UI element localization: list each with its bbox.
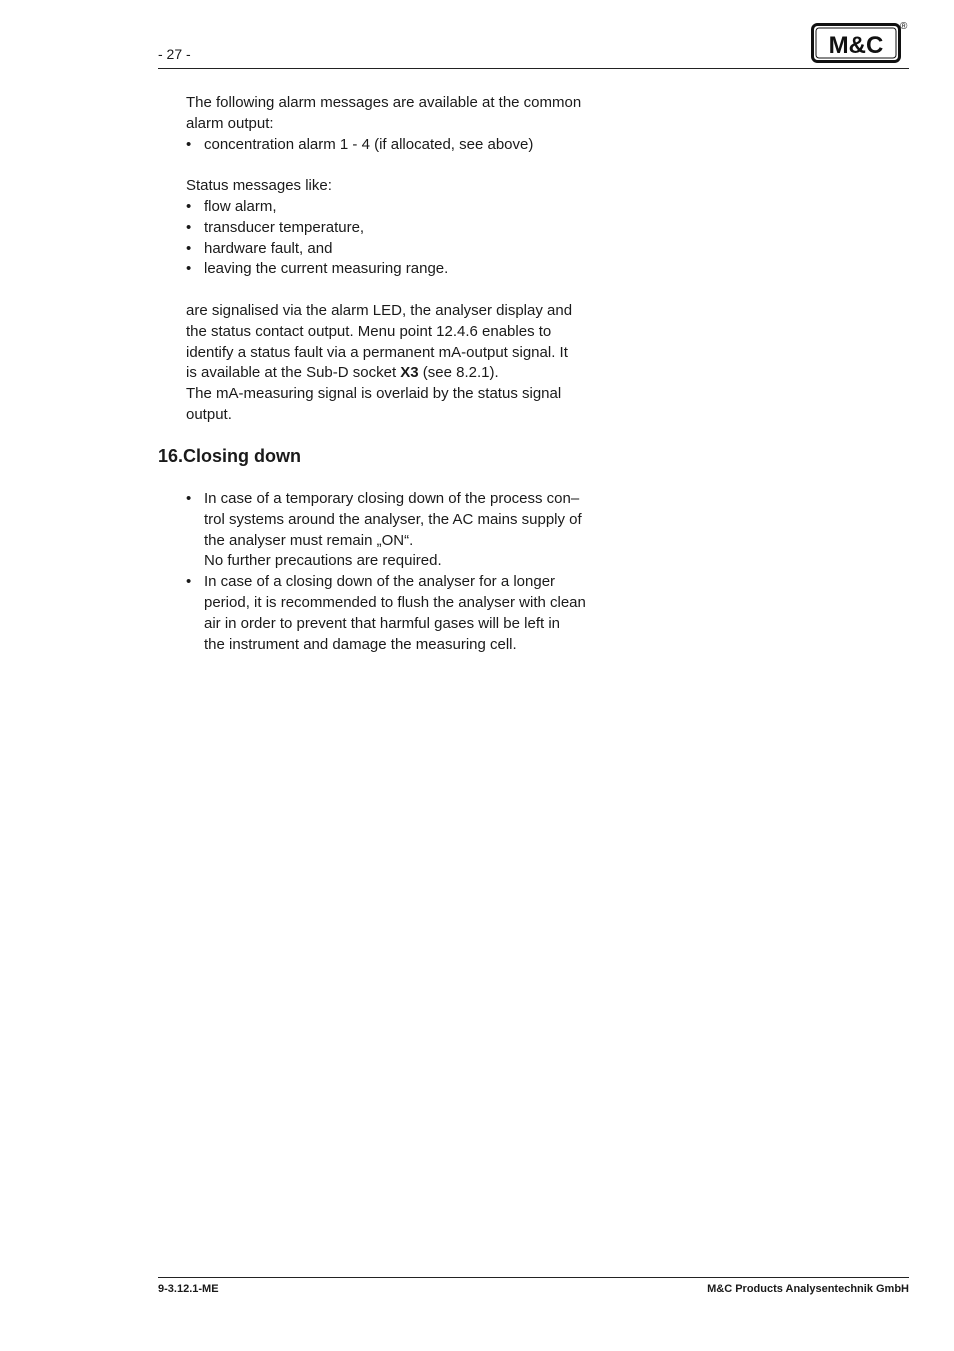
closing-line: • In case of a temporary closing down of the process con– [204, 490, 580, 507]
closing-list-item [186, 572, 626, 655]
status-list-item: • transducer temperature, [186, 218, 626, 239]
status-list-item: • hardware fault, and [186, 239, 626, 260]
status-paragraph-line: output. [186, 405, 232, 423]
status-list-item: • flow alarm, [186, 197, 626, 218]
document-code: 9-3.12.1-ME [158, 1283, 219, 1295]
company-name: M&C Products Analysentechnik GmbH [707, 1283, 909, 1295]
page-number: - 27 - [158, 46, 191, 62]
status-paragraph-line: are signalised via the alarm LED, the analyser display and [186, 301, 573, 319]
closing-line: period, it is recommended to flush the analyser with clean [204, 593, 586, 611]
status-paragraph-line: The mA-measuring signal is overlaid by the status signal [186, 385, 562, 403]
status-list-item: • leaving the current measuring range. [186, 259, 626, 280]
para-text: (see 8.2.1). [418, 364, 499, 382]
alarm-intro-line: alarm output: [186, 114, 274, 132]
logo-text: M&C [828, 32, 884, 59]
footer-rule [158, 1277, 909, 1278]
alarm-intro-line: The following alarm messages are available at the common [186, 94, 582, 111]
status-paragraph-line: identify a status fault via a permanent mA-output signal. It [186, 343, 568, 361]
registered-mark: ® [900, 21, 908, 32]
alarm-list [186, 135, 626, 156]
closing-line: air in order to prevent that harmful gases will be left in [204, 614, 561, 632]
closing-line: the instrument and damage the measuring cell. [204, 635, 517, 653]
header-rule [158, 68, 909, 69]
closing-line: • In case of a closing down of the analyser for a longer [204, 573, 556, 591]
closing-line: No further precautions are required. [204, 552, 442, 570]
closing-list [186, 489, 626, 655]
closing-line: trol systems around the analyser, the AC mains supply of [204, 510, 582, 528]
status-paragraph-line: the status contact output. Menu point 12.4.6 enables to [186, 322, 552, 340]
closing-list-item [186, 489, 626, 572]
socket-label: X3 [400, 364, 419, 382]
section-heading: 16.Closing down [158, 446, 302, 466]
para-text: is available at the Sub-D socket [186, 364, 401, 382]
mc-logo [811, 23, 901, 63]
alarm-list-item: • concentration alarm 1 - 4 (if allocated, see above) [186, 135, 626, 156]
status-intro: Status messages like: [186, 177, 332, 195]
alarm-section [186, 93, 626, 426]
status-paragraph-line [186, 363, 626, 384]
closing-section [186, 489, 626, 655]
closing-line: the analyser must remain „ON“. [204, 531, 414, 549]
status-list [186, 197, 626, 280]
